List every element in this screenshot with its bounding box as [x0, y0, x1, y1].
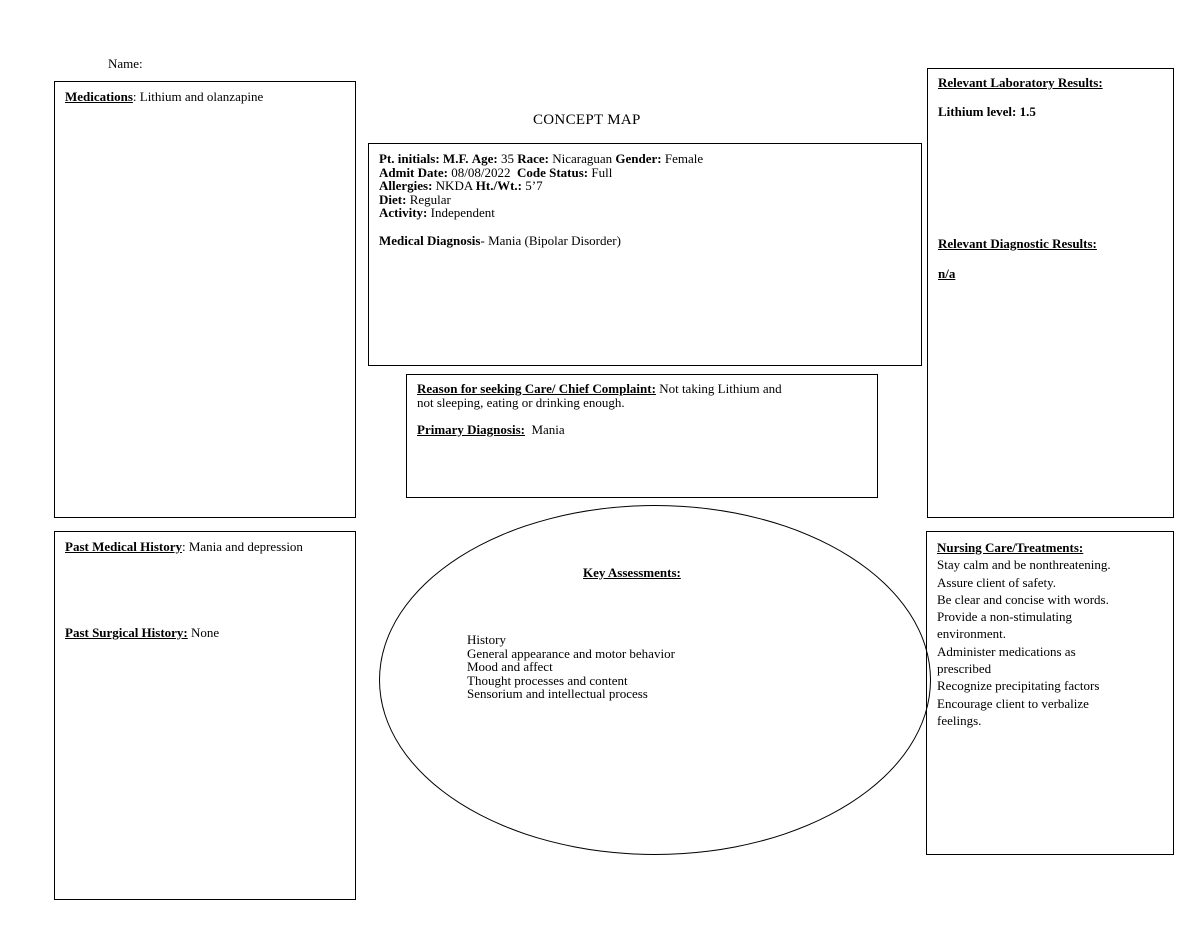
past-history-box — [54, 531, 356, 900]
past-medical-history-line — [65, 540, 345, 554]
primary-diagnosis-line — [417, 423, 867, 437]
patient-demographics-line — [379, 152, 911, 166]
admit-date-value: 08/08/2022 — [451, 164, 511, 180]
gender-value: Female — [664, 151, 704, 166]
page-title: CONCEPT MAP — [533, 112, 641, 128]
nursing-care-line: Provide a non-stimulating — [937, 609, 1073, 625]
key-assessments-list — [467, 633, 675, 701]
chief-complaint-value-1: Not taking Lithium and — [655, 381, 782, 396]
medications-box — [54, 81, 356, 518]
gender-label: Gender: — [615, 151, 662, 166]
activity-label: Activity: — [379, 205, 428, 220]
initials-label: Pt. initials: — [379, 151, 440, 166]
medications-line — [65, 90, 345, 104]
past-surgical-history-label: Past Surgical History: — [65, 624, 188, 640]
code-status-value: Full — [591, 164, 613, 180]
allergies-label: Allergies: — [379, 178, 433, 193]
patient-info-box — [368, 143, 922, 366]
chief-complaint-box — [406, 374, 878, 498]
diet-line — [379, 193, 911, 207]
primary-diagnosis-value: Mania — [524, 422, 565, 437]
medical-diagnosis-value: - Mania (Bipolar Disorder) — [480, 232, 621, 248]
diet-label: Diet: — [379, 191, 407, 207]
medications-value: : Lithium and olanzapine — [132, 89, 264, 104]
medical-diagnosis-label: Medical Diagnosis — [379, 232, 481, 248]
age-label: Age: — [471, 151, 498, 166]
race-value: Nicaraguan — [552, 151, 613, 166]
nursing-care-line: feelings. — [937, 712, 982, 728]
lithium-level: Lithium level: 1.5 — [938, 103, 1036, 119]
nursing-care-line: Recognize precipitating factors — [937, 678, 1100, 694]
key-assessment-item: General appearance and motor behavior — [467, 645, 675, 661]
nursing-care-line: Administer medications as — [937, 643, 1076, 659]
height-weight-label: Ht./Wt.: — [475, 178, 522, 193]
nursing-care-line: Stay calm and be nonthreatening. — [937, 557, 1111, 573]
diagnostic-results-value: n/a — [938, 265, 956, 281]
age-value: 35 — [500, 151, 514, 166]
nursing-care-line: Assure client of safety. — [937, 574, 1057, 590]
admit-date-label: Admit Date: — [379, 164, 448, 180]
key-assessment-item: Thought processes and content — [467, 672, 628, 688]
key-assessment-item: Sensorium and intellectual process — [467, 686, 648, 701]
key-assessment-item: History — [467, 632, 506, 647]
nursing-care-line: Be clear and concise with words. — [937, 591, 1109, 607]
medications-label: Medications — [65, 89, 133, 104]
nursing-care-box — [926, 531, 1174, 855]
allergies-line — [379, 179, 911, 193]
past-surgical-history-value: None — [187, 624, 220, 640]
chief-complaint-line — [417, 382, 867, 396]
medical-diagnosis-line — [379, 234, 911, 248]
key-assessments-title: Key Assessments: — [583, 565, 681, 580]
chief-complaint-label: Reason for seeking Care/ Chief Complaint: — [417, 381, 656, 396]
nursing-care-line: prescribed — [937, 661, 992, 677]
code-status-label: Code Status: — [516, 164, 589, 180]
nursing-care-title: Nursing Care/Treatments: — [937, 540, 1084, 555]
lab-results-title: Relevant Laboratory Results: — [938, 75, 1103, 90]
activity-value: Independent — [430, 205, 495, 220]
race-label: Race: — [517, 151, 549, 166]
nursing-care-line: environment. — [937, 626, 1006, 642]
key-assessment-item: Mood and affect — [467, 659, 553, 674]
height-weight-value: 5’7 — [525, 178, 543, 193]
diagnostic-results-title: Relevant Diagnostic Results: — [938, 236, 1097, 251]
activity-line — [379, 206, 911, 220]
nursing-care-line: Encourage client to verbalize — [937, 695, 1089, 711]
past-surgical-history-line — [65, 626, 345, 640]
chief-complaint-value-2: not sleeping, eating or drinking enough. — [417, 394, 625, 410]
name-label: Name: — [108, 56, 143, 71]
diet-value: Regular — [409, 191, 451, 207]
past-medical-history-value: : Mania and depression — [181, 539, 303, 554]
primary-diagnosis-label: Primary Diagnosis: — [417, 422, 525, 437]
initials-value: M.F. — [442, 151, 469, 166]
allergies-value: NKDA — [435, 178, 473, 193]
lab-results-box — [927, 68, 1174, 518]
past-medical-history-label: Past Medical History — [65, 539, 182, 554]
admit-line — [379, 166, 911, 180]
